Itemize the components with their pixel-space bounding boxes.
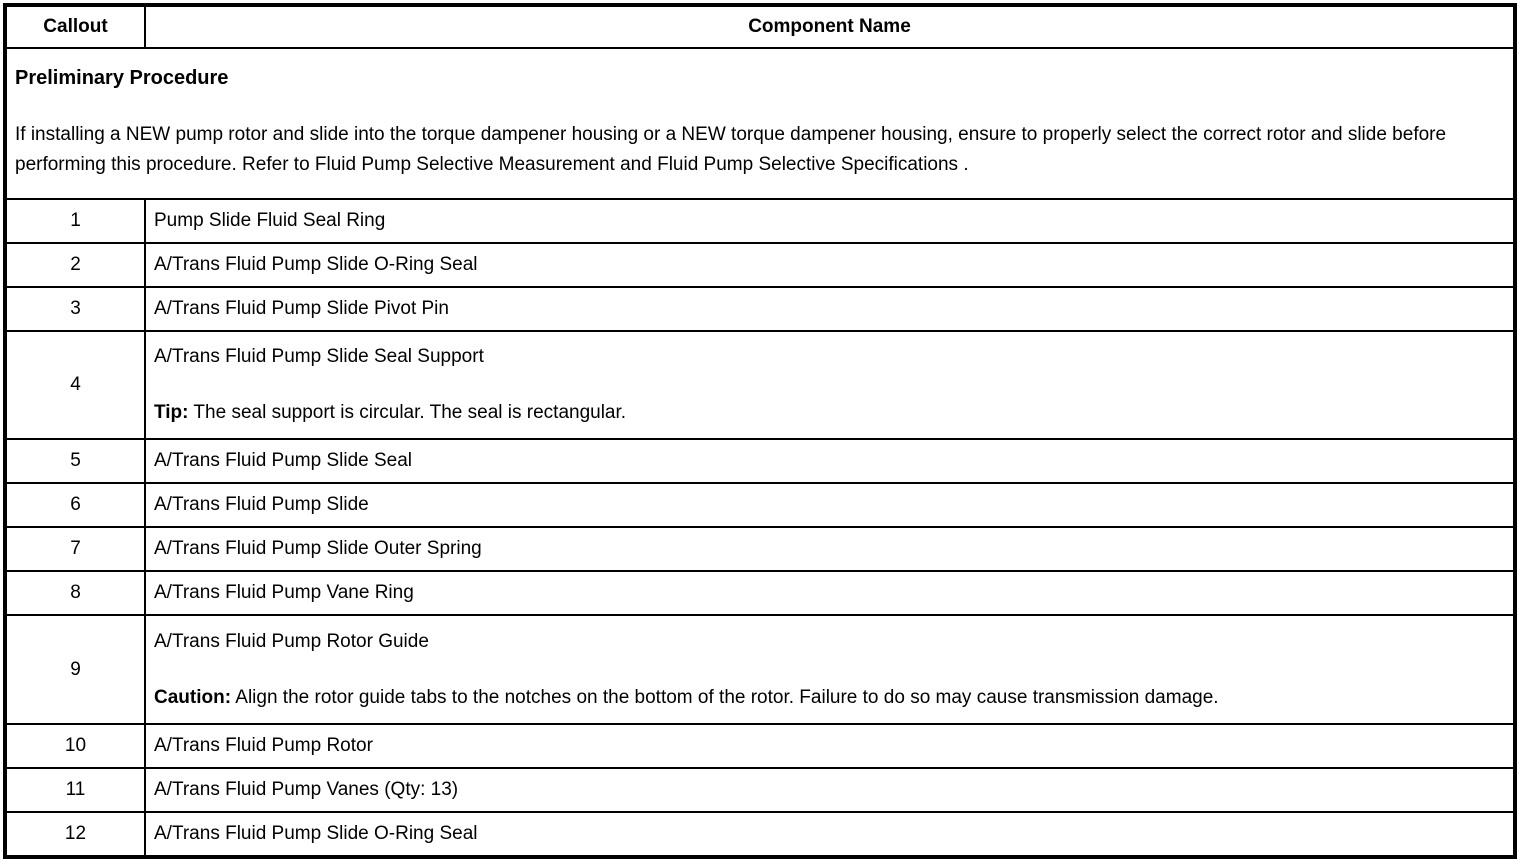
component-name-text: Pump Slide Fluid Seal Ring xyxy=(154,209,386,231)
component-table-row xyxy=(5,439,1515,483)
component-name-text: A/Trans Fluid Pump Rotor xyxy=(154,735,373,756)
component-name-text: A/Trans Fluid Pump Slide O-Ring Seal xyxy=(154,823,478,844)
component-name-text: A/Trans Fluid Pump Slide Outer Spring xyxy=(154,538,482,560)
preliminary-procedure-text: If installing a NEW pump rotor and slide into the torque dampener housing or a NEW torque dampener housing, ensure to properly select the correct rotor and slide before performing this procedure. Refer to Fluid Pump Selective Measurement and Fluid Pump Selective Specifications . xyxy=(15,124,1447,176)
component-table-row xyxy=(5,483,1515,527)
component-name-text: A/Trans Fluid Pump Vanes (Qty: 13) xyxy=(154,779,459,800)
callout-cell: 6 xyxy=(5,483,145,527)
component-note xyxy=(154,684,1509,712)
component-name-cell xyxy=(145,483,1515,527)
note-label: Caution: xyxy=(154,686,232,708)
component-table-row xyxy=(5,287,1515,331)
component-table xyxy=(3,3,1517,859)
component-name-cell xyxy=(145,571,1515,615)
callout-cell: 3 xyxy=(5,287,145,331)
component-table-row xyxy=(5,243,1515,287)
component-table-row xyxy=(5,768,1515,812)
component-name-text: A/Trans Fluid Pump Slide Seal Support xyxy=(154,346,484,368)
component-name-text: A/Trans Fluid Pump Slide xyxy=(154,494,369,516)
component-table-row xyxy=(5,615,1515,724)
component-name-cell xyxy=(145,331,1515,440)
component-table-row xyxy=(5,724,1515,768)
component-name-cell xyxy=(145,199,1515,243)
note-text: The seal support is circular. The seal is rectangular. xyxy=(188,402,627,424)
callout-cell: 1 xyxy=(5,199,145,243)
component-name-text: A/Trans Fluid Pump Slide Seal xyxy=(154,450,413,472)
callout-column-header: Callout xyxy=(5,5,145,48)
preliminary-procedure-row xyxy=(5,48,1515,199)
component-name-column-header: Component Name xyxy=(145,5,1515,48)
component-table-row xyxy=(5,199,1515,243)
callout-cell: 2 xyxy=(5,243,145,287)
callout-cell: 4 xyxy=(5,331,145,440)
component-note xyxy=(154,399,1509,427)
component-name-text: A/Trans Fluid Pump Slide O-Ring Seal xyxy=(154,253,478,275)
component-name-cell xyxy=(145,287,1515,331)
component-name-cell xyxy=(145,243,1515,287)
component-table-row xyxy=(5,331,1515,440)
component-name-text: A/Trans Fluid Pump Slide Pivot Pin xyxy=(154,297,449,319)
preliminary-procedure-cell xyxy=(5,48,1515,199)
note-label: Tip: xyxy=(154,402,189,424)
table-header-row xyxy=(5,5,1515,48)
component-name-cell xyxy=(145,724,1515,768)
callout-cell: 9 xyxy=(5,615,145,724)
component-name-cell xyxy=(145,812,1515,857)
component-table-row xyxy=(5,527,1515,571)
component-table-row xyxy=(5,571,1515,615)
callout-cell: 11 xyxy=(5,768,145,812)
component-name-text: A/Trans Fluid Pump Rotor Guide xyxy=(154,630,429,652)
component-name-text: A/Trans Fluid Pump Vane Ring xyxy=(154,582,414,604)
component-name-cell xyxy=(145,615,1515,724)
callout-cell: 10 xyxy=(5,724,145,768)
callout-cell: 7 xyxy=(5,527,145,571)
note-text: Align the rotor guide tabs to the notches on the bottom of the rotor. Failure to do so may cause transmission damage. xyxy=(231,686,1219,708)
callout-cell: 5 xyxy=(5,439,145,483)
callout-cell: 12 xyxy=(5,812,145,857)
component-table-row xyxy=(5,812,1515,857)
preliminary-procedure-title: Preliminary Procedure xyxy=(15,67,229,90)
component-name-cell xyxy=(145,527,1515,571)
component-name-cell xyxy=(145,768,1515,812)
callout-cell: 8 xyxy=(5,571,145,615)
component-name-cell xyxy=(145,439,1515,483)
